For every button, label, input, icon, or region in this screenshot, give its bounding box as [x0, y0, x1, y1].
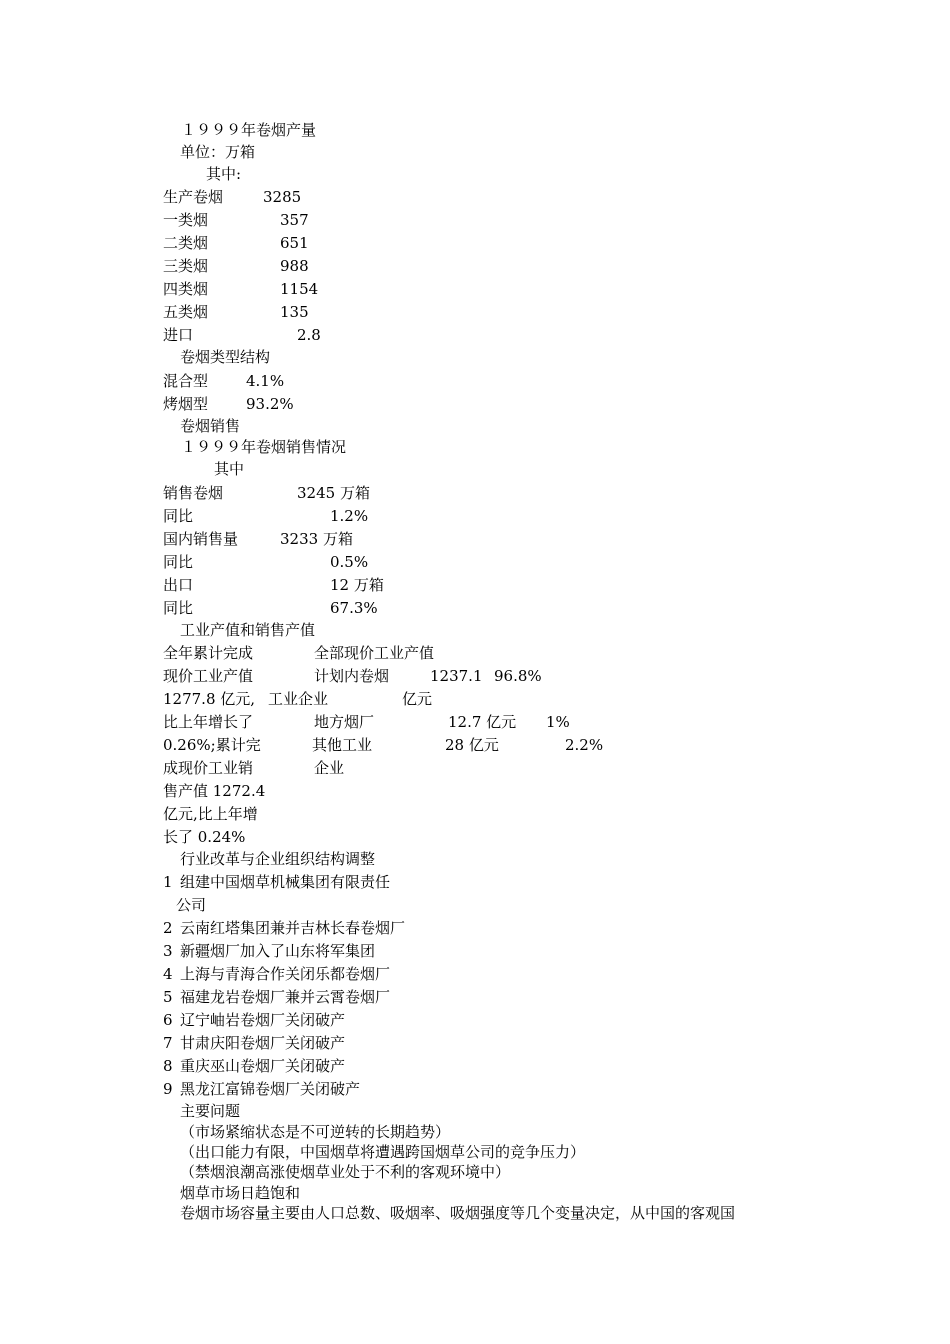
- output-title: 工业产值和销售产值: [180, 621, 316, 639]
- structure-value: 4.1%: [246, 372, 285, 390]
- production-unit: 单位：万箱: [180, 143, 256, 161]
- output-left-line: 1277.8 亿元,: [163, 690, 256, 708]
- reform-item-number: 1: [163, 873, 173, 891]
- output-left-line: 比上年增长了: [163, 713, 254, 731]
- issues-item: （市场紧缩状态是不可逆转的长期趋势）: [180, 1123, 451, 1141]
- output-left-line: 售产值 1272.4: [163, 782, 266, 800]
- sales-label: 同比: [163, 507, 194, 525]
- output-cell-share: 2.2%: [565, 736, 604, 754]
- production-value: 135: [280, 303, 309, 321]
- sales-title: １９９９年卷烟销售情况: [181, 438, 347, 456]
- reform-item-number: 8: [163, 1057, 173, 1075]
- reform-item-text: 黑龙江富锦卷烟厂关闭破产: [180, 1080, 361, 1098]
- output-cell-name: 计划内卷烟: [314, 667, 390, 685]
- sales-heading: 卷烟销售: [180, 417, 241, 435]
- production-title: １９９９年卷烟产量: [181, 121, 317, 139]
- sales-value: 3245 万箱: [297, 484, 370, 502]
- reform-item-number: 5: [163, 988, 173, 1006]
- output-cell-share: 96.8%: [494, 667, 542, 685]
- output-left-line: 全年累计完成: [163, 644, 254, 662]
- output-cell-amount: 12.7 亿元: [448, 713, 517, 731]
- output-cell-name: 地方烟厂: [314, 713, 375, 731]
- output-cell-amount: 28 亿元: [445, 736, 499, 754]
- sales-value: 1.2%: [330, 507, 369, 525]
- reform-item-text: 云南红塔集团兼并吉林长春卷烟厂: [180, 919, 406, 937]
- production-value: 651: [280, 234, 309, 252]
- output-left-line: 亿元,比上年增: [163, 805, 258, 823]
- reform-item-text: 新疆烟厂加入了山东将军集团: [180, 942, 376, 960]
- market-title: 烟草市场日趋饱和: [180, 1184, 301, 1202]
- output-cell-name: 其他工业: [312, 736, 373, 754]
- output-header-right: 全部现价工业产值: [314, 644, 435, 662]
- reform-item-number: 2: [163, 919, 173, 937]
- issues-item: （禁烟浪潮高涨使烟草业处于不利的客观环境中）: [180, 1163, 511, 1181]
- market-paragraph: 卷烟市场容量主要由人口总数、吸烟率、吸烟强度等几个变量决定，从中国的客观国: [180, 1204, 736, 1222]
- reform-title: 行业改革与企业组织结构调整: [180, 850, 376, 868]
- reform-item-number: 7: [163, 1034, 173, 1052]
- production-value: 1154: [280, 280, 319, 298]
- output-left-line: 成现价工业销: [163, 759, 254, 777]
- sales-sub: 其中: [214, 460, 245, 478]
- production-label: 四类烟: [163, 280, 209, 298]
- production-value: 988: [280, 257, 309, 275]
- sales-label: 销售卷烟: [163, 484, 224, 502]
- structure-label: 混合型: [163, 372, 209, 390]
- production-label: 五类烟: [163, 303, 209, 321]
- issues-title: 主要问题: [180, 1102, 241, 1120]
- structure-label: 烤烟型: [163, 395, 209, 413]
- sales-label: 同比: [163, 599, 194, 617]
- production-label: 进口: [163, 326, 194, 344]
- reform-item-number: 4: [163, 965, 173, 983]
- output-cell-name: 工业企业: [268, 690, 329, 708]
- reform-item-text: 组建中国烟草机械集团有限责任: [180, 873, 391, 891]
- production-value: 3285: [263, 188, 302, 206]
- output-cell-share: 1%: [546, 713, 570, 731]
- output-left-line: 长了 0.24%: [163, 828, 246, 846]
- sales-value: 12 万箱: [330, 576, 384, 594]
- sales-label: 国内销售量: [163, 530, 239, 548]
- sales-value: 3233 万箱: [280, 530, 353, 548]
- output-cell-amount: 1237.1: [430, 667, 483, 685]
- issues-item: （出口能力有限，中国烟草将遭遇跨国烟草公司的竞争压力）: [180, 1143, 586, 1161]
- reform-item-text: 福建龙岩卷烟厂兼并云霄卷烟厂: [180, 988, 391, 1006]
- structure-value: 93.2%: [246, 395, 294, 413]
- reform-item-text: 辽宁岫岩卷烟厂关闭破产: [180, 1011, 346, 1029]
- sales-value: 67.3%: [330, 599, 378, 617]
- production-label: 一类烟: [163, 211, 209, 229]
- output-cell-name: 企业: [314, 759, 345, 777]
- production-value: 357: [280, 211, 309, 229]
- production-label: 三类烟: [163, 257, 209, 275]
- production-sub: 其中:: [206, 165, 242, 183]
- reform-item-text: 重庆巫山卷烟厂关闭破产: [180, 1057, 346, 1075]
- production-label: 生产卷烟: [163, 188, 224, 206]
- reform-item-number: 9: [163, 1080, 173, 1098]
- production-label: 二类烟: [163, 234, 209, 252]
- sales-label: 同比: [163, 553, 194, 571]
- reform-item-number: 3: [163, 942, 173, 960]
- output-cell-amount: 亿元: [402, 690, 433, 708]
- reform-item-number: 6: [163, 1011, 173, 1029]
- production-value: 2.8: [297, 326, 321, 344]
- sales-value: 0.5%: [330, 553, 369, 571]
- output-left-line: 0.26%;累计完: [163, 736, 261, 754]
- output-left-line: 现价工业产值: [163, 667, 254, 685]
- reform-item-text: 公司: [176, 896, 207, 914]
- reform-item-text: 甘肃庆阳卷烟厂关闭破产: [180, 1034, 346, 1052]
- sales-label: 出口: [163, 576, 194, 594]
- reform-item-text: 上海与青海合作关闭乐都卷烟厂: [180, 965, 391, 983]
- structure-title: 卷烟类型结构: [180, 348, 271, 366]
